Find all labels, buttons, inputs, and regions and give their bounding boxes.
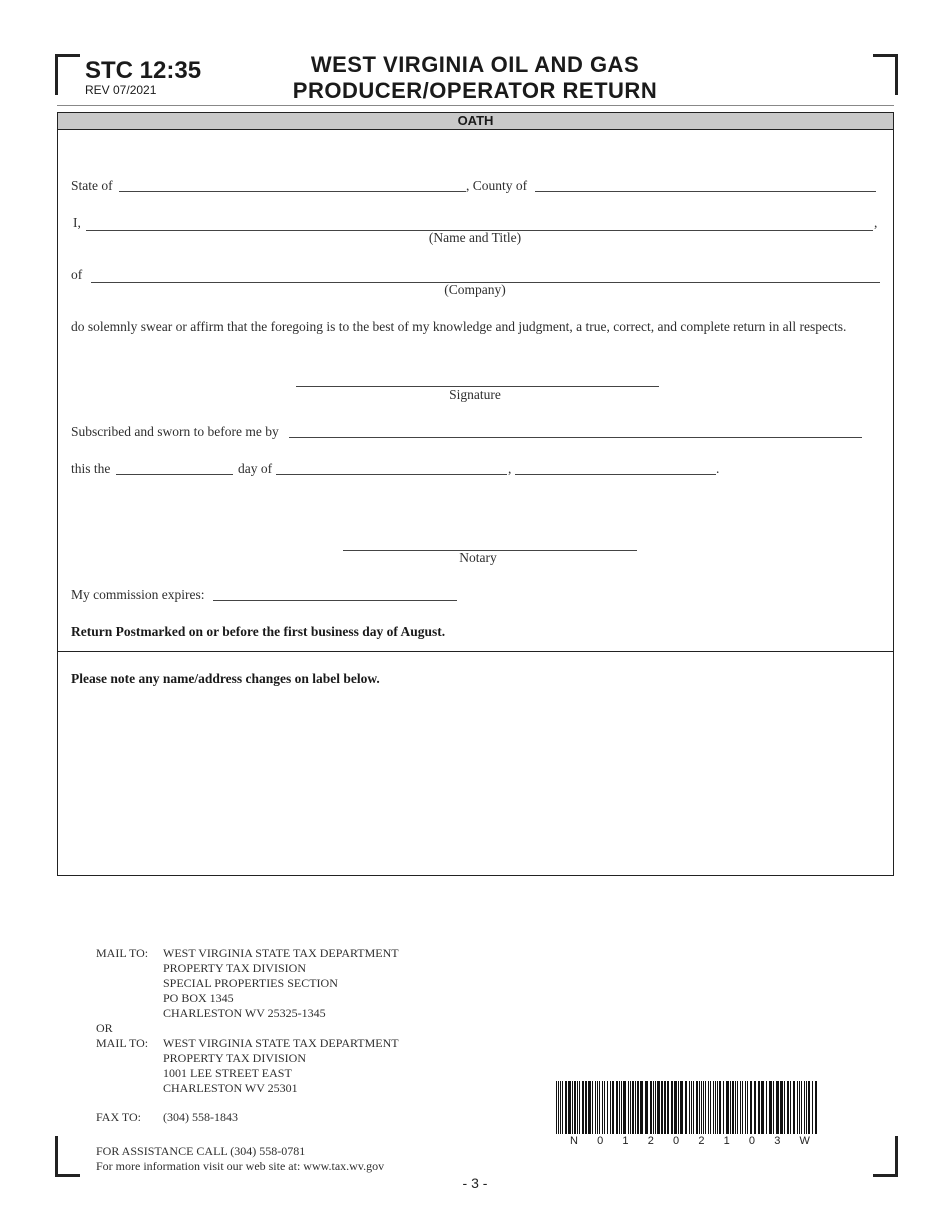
barcode-bar — [745, 1081, 746, 1134]
barcode-bar — [630, 1081, 631, 1134]
barcode-bar — [599, 1081, 600, 1134]
barcode-bar — [588, 1081, 591, 1134]
address1-line: PO BOX 1345 — [163, 991, 234, 1005]
barcode-bar — [761, 1081, 764, 1134]
barcode-bar — [556, 1081, 557, 1134]
barcode-digit: 3 — [774, 1135, 781, 1147]
barcode-bar — [793, 1081, 795, 1134]
barcode-bar — [579, 1081, 580, 1134]
barcode-bar — [565, 1081, 567, 1134]
barcode-digit: 1 — [622, 1135, 629, 1147]
barcode-bar — [671, 1081, 673, 1134]
barcode-bar — [667, 1081, 669, 1134]
barcode-digit: 0 — [748, 1135, 756, 1147]
barcode-digit: 0 — [597, 1135, 604, 1147]
month-field[interactable] — [276, 474, 507, 475]
barcode-bar — [604, 1081, 605, 1134]
day-number-field[interactable] — [116, 474, 233, 475]
barcode-bar — [607, 1081, 608, 1134]
i-label: I, — [73, 215, 81, 230]
header-rule — [57, 105, 894, 106]
barcode-digit: 2 — [698, 1135, 705, 1147]
address1-line: PROPERTY TAX DIVISION — [163, 961, 306, 975]
barcode-bar — [616, 1081, 618, 1134]
barcode-bar — [680, 1081, 683, 1134]
or-label: OR — [96, 1021, 113, 1035]
barcode-bar — [737, 1081, 738, 1134]
fax-label: FAX TO: — [96, 1110, 142, 1124]
barcode-digit: W — [799, 1135, 810, 1147]
barcode-bar — [661, 1081, 663, 1134]
barcode-bar — [808, 1081, 810, 1134]
barcode-bar — [577, 1081, 578, 1134]
address1-line: WEST VIRGINIA STATE TAX DEPARTMENT — [163, 946, 399, 960]
barcode-bar — [635, 1081, 636, 1134]
barcode-bar — [628, 1081, 629, 1134]
name-trailing-comma: , — [874, 215, 878, 230]
of-label: of — [71, 267, 83, 282]
barcode-bar — [582, 1081, 584, 1134]
barcode-bar — [804, 1081, 805, 1134]
barcode-bar — [592, 1081, 593, 1134]
barcode-bar — [780, 1081, 783, 1134]
barcode-bar — [657, 1081, 660, 1134]
address2-line: CHARLESTON WV 25301 — [163, 1081, 298, 1095]
address2-line: 1001 LEE STREET EAST — [163, 1066, 292, 1080]
barcode-digit: 0 — [673, 1135, 680, 1147]
crop-mark-top-right — [873, 54, 898, 95]
barcode-bar — [689, 1081, 690, 1134]
barcode-bar — [645, 1081, 648, 1134]
barcode-bar — [568, 1081, 571, 1134]
mail-to-label-2: MAIL TO: — [96, 1036, 149, 1050]
barcode-bar — [797, 1081, 798, 1134]
barcode-bar — [699, 1081, 700, 1134]
barcode-bar — [790, 1081, 791, 1134]
barcode-bar — [787, 1081, 789, 1134]
barcode-bar — [726, 1081, 729, 1134]
barcode-bar — [612, 1081, 614, 1134]
barcode-bar — [674, 1081, 677, 1134]
barcode-bar — [585, 1081, 587, 1134]
date-comma: , — [508, 461, 512, 476]
barcode-bar — [619, 1081, 620, 1134]
company-caption: (Company) — [444, 282, 506, 297]
signature-caption: Signature — [449, 387, 501, 402]
section-divider — [58, 651, 893, 652]
barcode-bar — [799, 1081, 800, 1134]
barcode-bar — [723, 1081, 724, 1134]
address1-line: SPECIAL PROPERTIES SECTION — [163, 976, 338, 990]
barcode-bar — [597, 1081, 598, 1134]
barcode-bar — [696, 1081, 698, 1134]
barcode-bar — [766, 1081, 767, 1134]
barcode-bar — [713, 1081, 714, 1134]
crop-mark-top-left — [55, 54, 80, 95]
barcode-bar — [640, 1081, 643, 1134]
commission-expires-field[interactable] — [213, 600, 457, 601]
form-title-line2: PRODUCER/OPERATOR RETURN — [292, 78, 658, 103]
year-field[interactable] — [515, 474, 716, 475]
barcode-bar — [653, 1081, 654, 1134]
barcode-bar — [815, 1081, 817, 1134]
barcode-digit: 2 — [647, 1135, 654, 1147]
address-label-area[interactable] — [58, 692, 893, 873]
barcode-bar — [560, 1081, 561, 1134]
commission-label: My commission expires: — [71, 587, 205, 602]
barcode-bar — [717, 1081, 718, 1134]
form-title-line1: WEST VIRGINIA OIL AND GAS — [310, 52, 640, 77]
barcode-bar — [801, 1081, 802, 1134]
barcode-digit: 1 — [723, 1135, 730, 1147]
state-field[interactable] — [119, 191, 466, 192]
crop-mark-bottom-right — [873, 1136, 898, 1177]
mailing-address-2 — [163, 1036, 399, 1096]
barcode-digit: N — [570, 1135, 578, 1147]
barcode-bar — [708, 1081, 709, 1134]
barcode-bar — [710, 1081, 711, 1134]
barcode-bar — [637, 1081, 639, 1134]
barcode-bar — [685, 1081, 687, 1134]
barcode-bar — [562, 1081, 563, 1134]
barcode-bar — [719, 1081, 721, 1134]
barcode-bar — [740, 1081, 741, 1134]
address2-line: PROPERTY TAX DIVISION — [163, 1051, 306, 1065]
address2-line: WEST VIRGINIA STATE TAX DEPARTMENT — [163, 1036, 399, 1050]
mailing-address-1 — [163, 946, 399, 1021]
address1-line: CHARLESTON WV 25325-1345 — [163, 1006, 326, 1020]
barcode-digits — [570, 1135, 810, 1147]
date-period: . — [716, 461, 720, 476]
form-id: STC 12:35 — [85, 57, 202, 84]
barcode-bar — [691, 1081, 692, 1134]
barcode-bar — [784, 1081, 785, 1134]
sworn-by-field[interactable] — [289, 437, 862, 438]
notary-caption: Notary — [459, 550, 497, 565]
barcode-bar — [715, 1081, 716, 1134]
barcode-bar — [678, 1081, 679, 1134]
county-label: , County of — [466, 178, 528, 193]
page-number: - 3 - — [462, 1175, 488, 1191]
barcode — [556, 1081, 821, 1134]
barcode-bar — [732, 1081, 734, 1134]
barcode-bar — [769, 1081, 772, 1134]
website-note: For more information visit our web site at: www.tax.wv.gov — [96, 1159, 385, 1173]
barcode-bar — [705, 1081, 706, 1134]
this-the-label: this the — [71, 461, 111, 476]
mail-to-label-1: MAIL TO: — [96, 946, 149, 960]
barcode-bar — [664, 1081, 666, 1134]
barcode-bar — [574, 1081, 576, 1134]
barcode-bar — [730, 1081, 731, 1134]
revision-date: REV 07/2021 — [85, 83, 157, 97]
fax-number: (304) 558-1843 — [163, 1110, 238, 1124]
barcode-bar — [701, 1081, 702, 1134]
barcode-bar — [650, 1081, 652, 1134]
barcode-bar — [632, 1081, 634, 1134]
label-change-note: Please note any name/address changes on label below. — [71, 671, 380, 686]
barcode-bar — [742, 1081, 743, 1134]
barcode-bar — [747, 1081, 748, 1134]
state-label: State of — [71, 178, 113, 193]
barcode-bar — [812, 1081, 813, 1134]
day-of-label: day of — [238, 461, 273, 476]
barcode-bar — [754, 1081, 756, 1134]
barcode-bar — [806, 1081, 807, 1134]
oath-section-header: OATH — [58, 113, 893, 130]
barcode-bar — [621, 1081, 622, 1134]
barcode-bar — [602, 1081, 603, 1134]
postmark-note: Return Postmarked on or before the first business day of August. — [71, 624, 446, 639]
barcode-bar — [735, 1081, 736, 1134]
subscribed-label: Subscribed and sworn to before me by — [71, 424, 279, 439]
barcode-bar — [693, 1081, 694, 1134]
oath-statement: do solemnly swear or affirm that the foregoing is to the best of my knowledge and judgment, a true, correct, and complete return in all respects. — [71, 319, 847, 334]
barcode-bar — [773, 1081, 774, 1134]
barcode-bar — [595, 1081, 596, 1134]
barcode-bar — [623, 1081, 626, 1134]
barcode-bar — [610, 1081, 611, 1134]
name-title-caption: (Name and Title) — [428, 230, 522, 245]
barcode-bar — [572, 1081, 573, 1134]
barcode-bar — [655, 1081, 656, 1134]
barcode-bar — [750, 1081, 752, 1134]
assistance-phone: FOR ASSISTANCE CALL (304) 558-0781 — [96, 1144, 306, 1158]
county-field[interactable] — [535, 191, 876, 192]
crop-mark-bottom-left — [55, 1136, 80, 1177]
barcode-bar — [558, 1081, 559, 1134]
barcode-bar — [776, 1081, 779, 1134]
barcode-bar — [703, 1081, 704, 1134]
barcode-bar — [758, 1081, 760, 1134]
